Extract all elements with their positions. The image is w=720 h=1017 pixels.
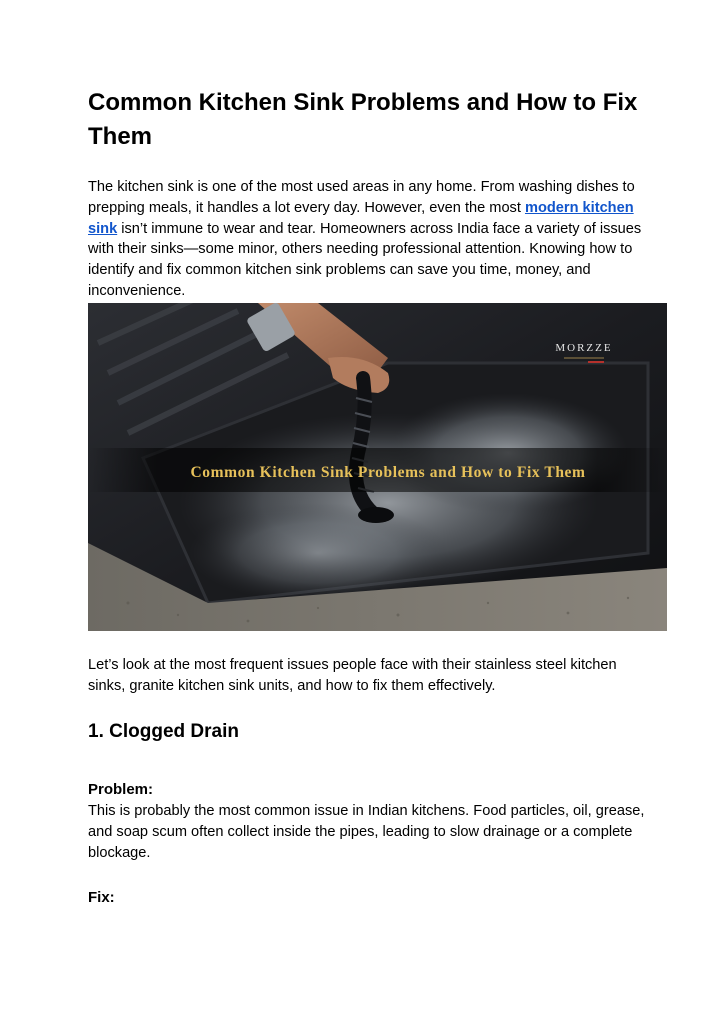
problem-paragraph: This is probably the most common issue in Indian kitchens. Food particles, oil, grease, and soap scum often collect inside the pipes, leading to slow drainage or a complete blockage. — [88, 803, 645, 861]
brand-logo: MORZZE — [555, 342, 613, 354]
intro-paragraph — [88, 177, 648, 302]
section-heading-clogged-drain: 1. Clogged Drain — [88, 721, 239, 742]
article-title: Common Kitchen Sink Problems and How to Fix Them — [88, 89, 638, 150]
modern-kitchen-sink-link[interactable]: modern kitchen sink — [88, 199, 634, 237]
hero-overlay-title: Common Kitchen Sink Problems and How to Fix Them — [190, 464, 586, 481]
problem-label: Problem: — [88, 781, 154, 798]
hero-image — [88, 303, 667, 631]
fix-label: Fix: — [88, 889, 115, 906]
intro-text-start: The kitchen sink is one of the most used areas in any home. From washing dishes to prepping meals, it handles a lot every day. However, even the most — [88, 179, 635, 216]
intro-text-end: isn’t immune to wear and tear. Homeowners across India face a variety of issues with their sinks—some minor, others needing professional attention. Knowing how to identify and fix common kitchen sink problems can save you time, money, and inconvenience. — [88, 220, 642, 299]
issues-intro-paragraph: Let’s look at the most frequent issues people face with their stainless steel kitchen sinks, granite kitchen sink units, and how to fix them effectively. — [88, 657, 617, 694]
